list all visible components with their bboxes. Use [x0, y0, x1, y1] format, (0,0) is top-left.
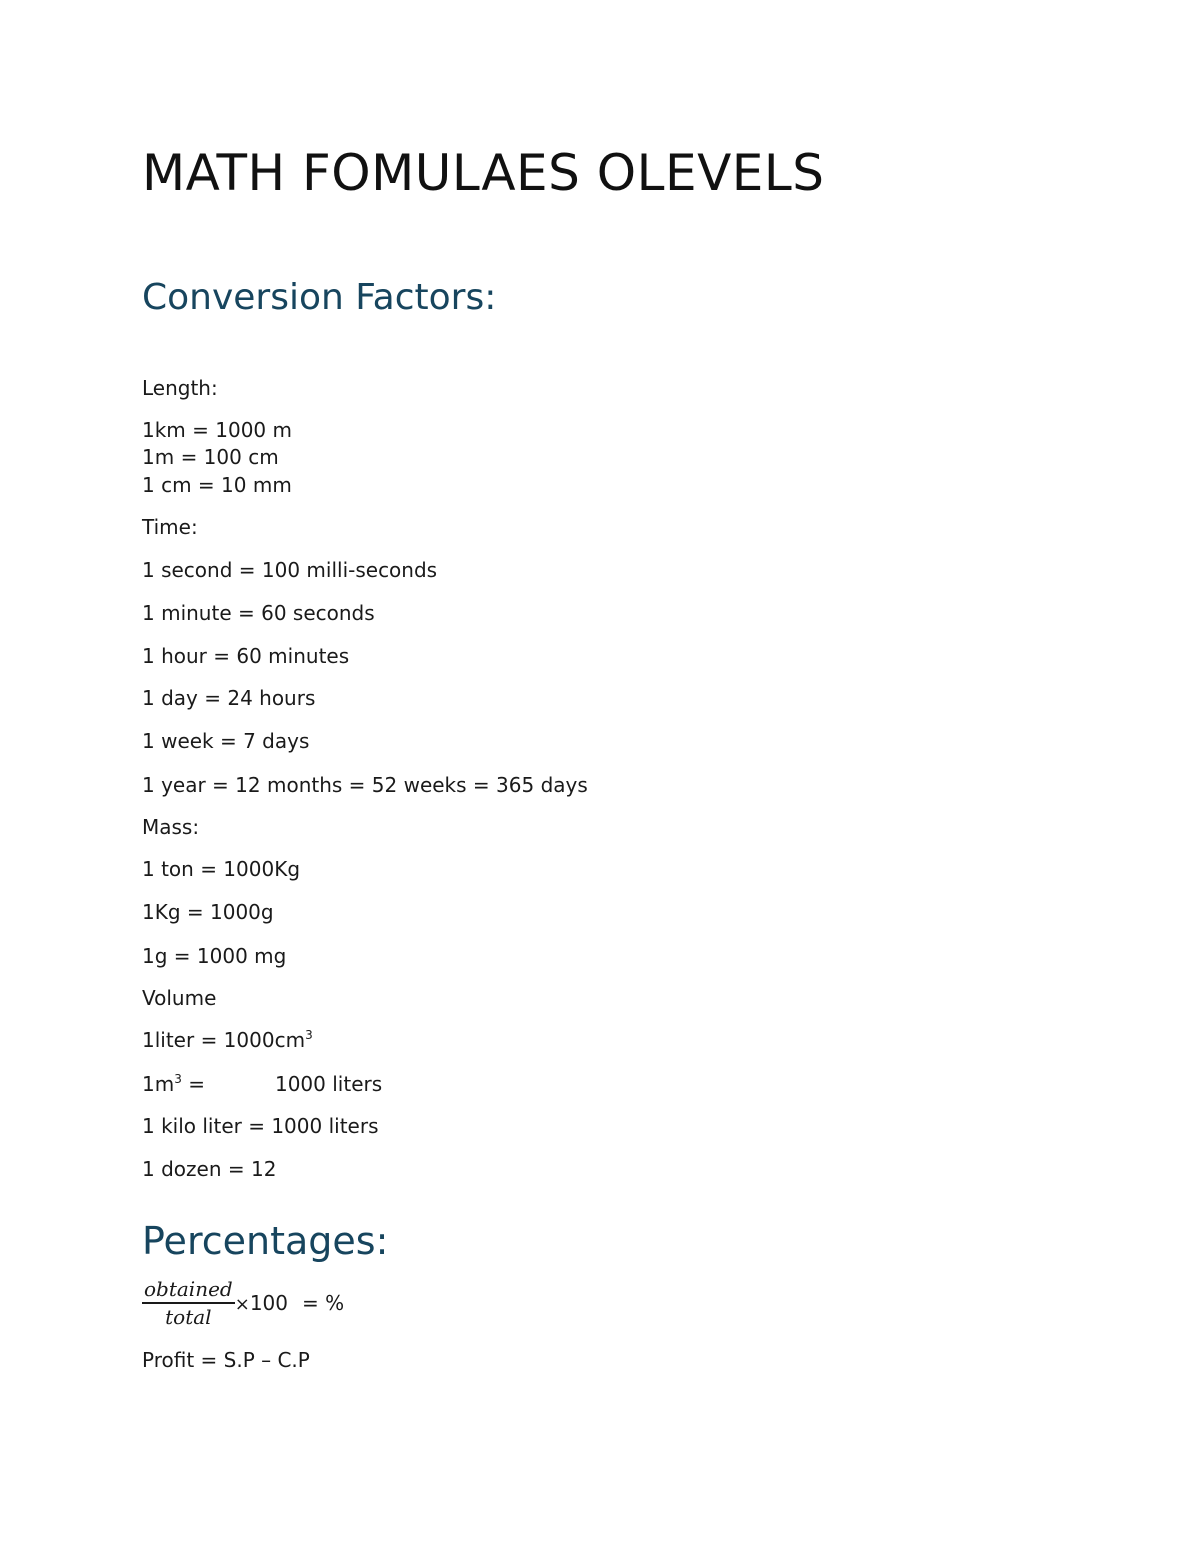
- volume-liter-exponent: 3: [305, 1028, 313, 1042]
- percentage-fraction: [142, 1276, 235, 1330]
- volume-m3-exponent: 3: [174, 1072, 182, 1086]
- percentage-formula: [142, 1276, 344, 1330]
- time-label: Time:: [142, 515, 198, 539]
- fraction-numerator: obtained: [142, 1276, 235, 1304]
- length-line-2: 1m = 100 cm: [142, 445, 279, 469]
- length-label: Length:: [142, 376, 218, 400]
- volume-m3-value: 1000 liters: [274, 1072, 383, 1096]
- time-line-5: 1 week = 7 days: [142, 729, 310, 753]
- multiply-sign: ×: [234, 1294, 250, 1315]
- volume-dozen-line: 1 dozen = 12: [142, 1157, 277, 1181]
- percentages-heading: Percentages:: [142, 1219, 389, 1263]
- volume-m3-unit: 1m: [142, 1072, 175, 1096]
- profit-formula: Profit = S.P – C.P: [142, 1348, 310, 1372]
- volume-m3-line: [142, 1071, 382, 1097]
- volume-label: Volume: [142, 986, 217, 1010]
- volume-m3-equals: =: [181, 1072, 205, 1096]
- volume-liter-line: [142, 1027, 313, 1053]
- time-line-3: 1 hour = 60 minutes: [142, 644, 350, 668]
- conversion-factors-heading: Conversion Factors:: [142, 277, 497, 318]
- volume-kilo-line: 1 kilo liter = 1000 liters: [142, 1114, 379, 1138]
- time-line-6: 1 year = 12 months = 52 weeks = 365 days: [142, 773, 588, 797]
- mass-label: Mass:: [142, 815, 200, 839]
- time-line-4: 1 day = 24 hours: [142, 686, 316, 710]
- formula-result: = %: [302, 1291, 345, 1315]
- time-line-1: 1 second = 100 milli-seconds: [142, 558, 438, 582]
- time-line-2: 1 minute = 60 seconds: [142, 601, 375, 625]
- page-title: MATH FOMULAES OLEVELS: [142, 144, 825, 202]
- volume-liter-text: 1liter = 1000cm: [142, 1028, 306, 1052]
- formula-factor: 100: [249, 1291, 289, 1315]
- mass-line-3: 1g = 1000 mg: [142, 944, 287, 968]
- mass-line-2: 1Kg = 1000g: [142, 900, 274, 924]
- length-line-3: 1 cm = 10 mm: [142, 473, 292, 497]
- mass-line-1: 1 ton = 1000Kg: [142, 857, 301, 881]
- fraction-denominator: total: [165, 1305, 212, 1329]
- length-line-1: 1km = 1000 m: [142, 418, 292, 442]
